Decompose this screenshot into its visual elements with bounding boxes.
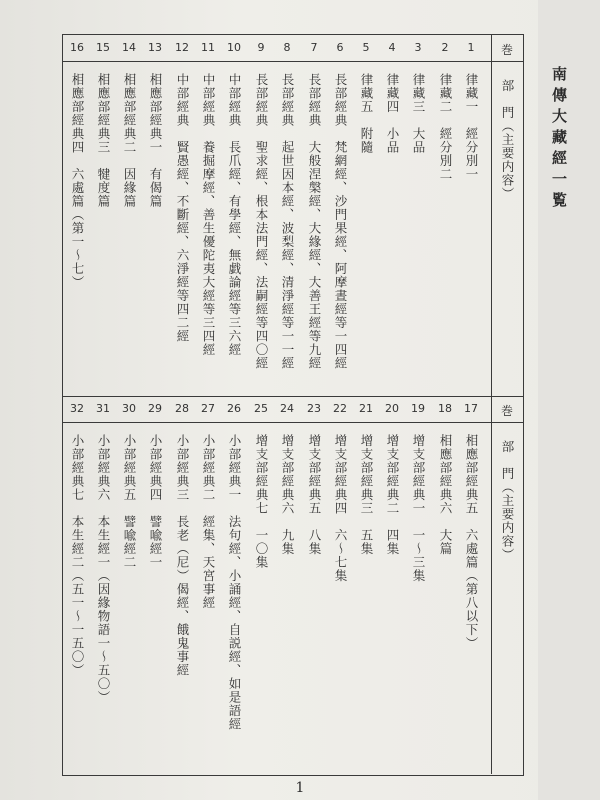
volume-content: 小部經典二 經集、天宮事經	[201, 434, 216, 610]
sutta-index-table	[62, 34, 524, 776]
volume-content: 小部經典六 本生經一（因緣物語一～五〇）	[96, 434, 111, 704]
vol-number: 21	[359, 402, 373, 415]
volume-content: 長部經典 梵網經、沙門果經、阿摩晝經等一四經	[333, 73, 348, 370]
volume-content: 中部經典 長爪經、有學經、無戯論經等三六經	[227, 73, 242, 357]
volume-content: 相應部經典二 因緣篇	[122, 73, 137, 208]
table-bottom-half	[63, 396, 523, 774]
volume-content: 增支部經典五 八集	[307, 434, 322, 556]
vol-number: 8	[283, 41, 291, 54]
volume-label: 巻	[500, 404, 513, 418]
vol-number: 4	[388, 41, 396, 54]
vol-number: 1	[467, 41, 475, 54]
vol-number: 10	[227, 41, 241, 54]
vol-number: 2	[441, 41, 449, 54]
volume-content: 小部經典五 譬喩經二	[122, 434, 137, 569]
vol-number: 9	[257, 41, 265, 54]
volume-content: 增支部經典三 五集	[359, 434, 374, 556]
vol-number: 31	[96, 402, 110, 415]
volume-content: 增支部經典七 一〇集	[254, 434, 269, 569]
volume-content: 小部經典四 譬喩經一	[148, 434, 163, 569]
vol-number: 17	[464, 402, 478, 415]
volume-content: 律藏三 大品	[411, 73, 426, 154]
bottom-number-row	[63, 396, 523, 423]
vol-number: 12	[175, 41, 189, 54]
vol-number: 7	[310, 41, 318, 54]
vol-number: 25	[254, 402, 268, 415]
content-column-header: 部 門（主要内容）	[500, 79, 515, 201]
vol-number: 5	[362, 41, 370, 54]
volume-content: 律藏四 小品	[385, 73, 400, 154]
volume-label: 巻	[500, 43, 513, 57]
volume-content: 長部經典 起世因本經、波梨經、清淨經等一一經	[280, 73, 295, 370]
page-number: 1	[295, 780, 305, 796]
volume-content: 小部經典七 本生經二（五一～一五〇）	[70, 434, 85, 677]
vol-number: 28	[175, 402, 189, 415]
vol-number: 13	[148, 41, 162, 54]
vol-number: 24	[280, 402, 294, 415]
volume-content: 相應部經典六 大篇	[438, 434, 453, 556]
vol-number: 29	[148, 402, 162, 415]
vol-number: 15	[96, 41, 110, 54]
volume-content: 中部經典 養掘摩經、善生優陀夷大經等三四經	[201, 73, 216, 357]
volume-content: 長部經典 聖求經、根本法門經、法嗣經等四〇經	[254, 73, 269, 370]
vol-number: 22	[333, 402, 347, 415]
vol-number: 30	[122, 402, 136, 415]
vol-number: 11	[201, 41, 215, 54]
vol-number: 16	[70, 41, 84, 54]
volume-content: 增支部經典四 六～七集	[333, 434, 348, 583]
volume-content: 律藏五 附隨	[359, 73, 374, 154]
vol-number: 19	[411, 402, 425, 415]
volume-content: 相應部經典三 犍度篇	[96, 73, 111, 208]
volume-content: 相應部經典四 六處篇（第一～七）	[70, 73, 85, 289]
top-number-row	[63, 35, 523, 62]
volume-content: 增支部經典一 一～三集	[411, 434, 426, 583]
vol-number: 3	[414, 41, 422, 54]
volume-content: 小部經典一 法句經、小誦經、自説經、如是語經	[227, 434, 242, 731]
vol-number: 27	[201, 402, 215, 415]
volume-content: 律藏二 經分別二	[438, 73, 453, 181]
content-column-header: 部 門（主要内容）	[500, 440, 515, 562]
volume-content: 增支部經典二 四集	[385, 434, 400, 556]
header-divider	[491, 396, 492, 774]
page-title: 南傳大藏經一覧	[550, 66, 568, 213]
vol-number: 23	[307, 402, 321, 415]
volume-content: 長部經典 大般涅槃經、大緣經、大善王經等九經	[307, 73, 322, 370]
vol-number: 14	[122, 41, 136, 54]
volume-content: 相應部經典一 有偈篇	[148, 73, 163, 208]
vol-number: 32	[70, 402, 84, 415]
header-divider	[491, 35, 492, 396]
table-top-half	[63, 35, 523, 397]
volume-content: 律藏一 經分別一	[464, 73, 479, 181]
vol-number: 18	[438, 402, 452, 415]
volume-content: 相應部經典五 六處篇（第八以下）	[464, 434, 479, 650]
volume-content: 中部經典 賢愚經、不斷經、六淨經等四二經	[175, 73, 190, 343]
volume-content: 小部經典三 長老（尼）偈經、餓鬼事經	[175, 434, 190, 677]
vol-number: 20	[385, 402, 399, 415]
volume-content: 增支部經典六 九集	[280, 434, 295, 556]
vol-number: 6	[336, 41, 344, 54]
vol-number: 26	[227, 402, 241, 415]
